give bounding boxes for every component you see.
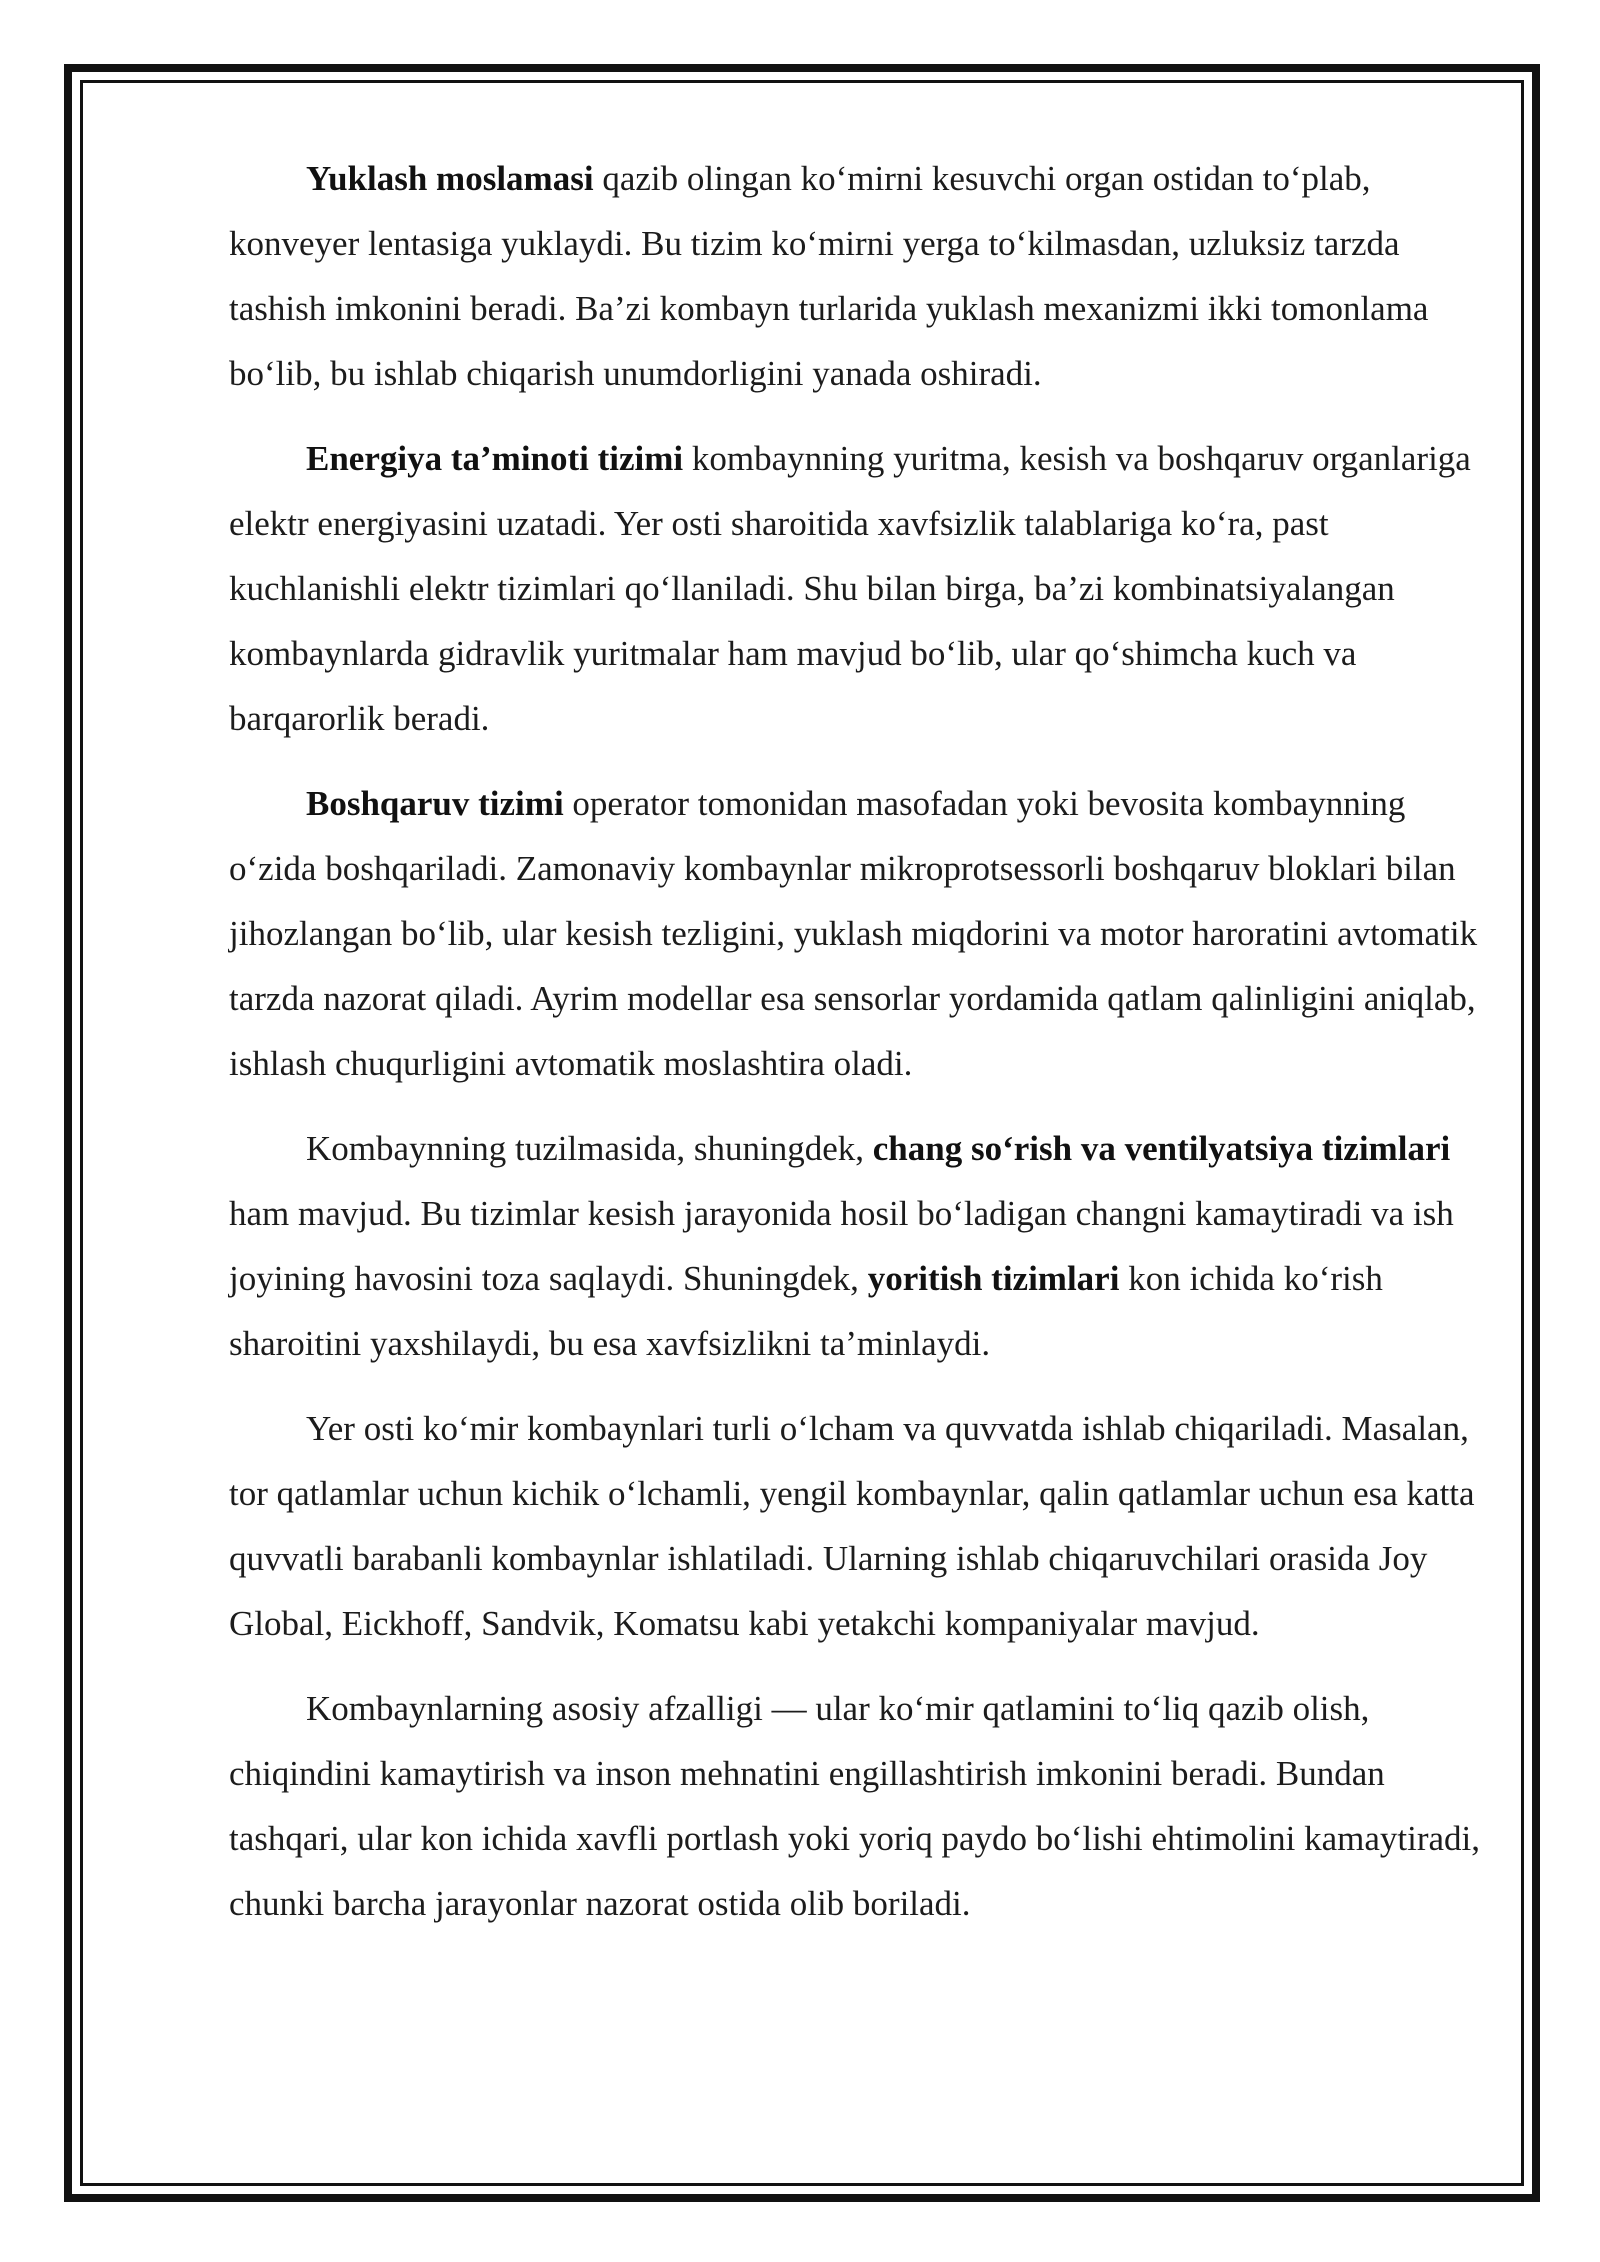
document-body <box>229 146 1481 1956</box>
paragraph-text: ham mavjud. Bu tizimlar kesish jarayonida hosil bo‘ladigan changni kamaytiradi va ish joyining havosini toza saqlaydi. Shuningdek, <box>229 1194 1454 1298</box>
paragraph-text: kon ichida ko‘rish sharoitini yaxshilaydi, bu esa xavfsizlikni ta’minlaydi. <box>229 1259 1383 1363</box>
term-power-supply: Energiya ta’minoti tizimi <box>306 439 684 478</box>
paragraph-advantages <box>229 1676 1481 1936</box>
paragraph-text: operator tomonidan masofadan yoki bevosita kombaynning o‘zida boshqariladi. Zamonaviy kombaynlar mikroprotsessorli boshqaruv bloklari bilan jihozlangan bo‘lib, ular kesish tezligini, yuklash miqdorini va motor haroratini avtomatik tarzda nazorat qiladi. Ayrim modellar esa sensorlar yordamida qatlam qalinligini aniqlab, ishlash chuqurligini avtomatik moslashtira oladi. <box>229 784 1478 1083</box>
term-loading-device: Yuklash moslamasi <box>306 159 594 198</box>
paragraph-dust-ventilation <box>229 1116 1481 1376</box>
paragraph-text: kombaynning yuritma, kesish va boshqaruv organlariga elektr energiyasini uzatadi. Yer osti sharoitida xavfsizlik talablariga ko‘ra, past kuchlanishli elektr tizimlari qo‘llaniladi. Shu bilan birga, ba’zi kombinatsiyalangan kombaynlarda gidravlik yuritmalar ham mavjud bo‘lib, ular qo‘shimcha kuch va barqarorlik beradi. <box>229 439 1471 738</box>
term-control-system: Boshqaruv tizimi <box>306 784 564 823</box>
paragraph-power-supply <box>229 426 1481 751</box>
paragraph-text: Yer osti ko‘mir kombaynlari turli o‘lcham va quvvatda ishlab chiqariladi. Masalan, tor qatlamlar uchun kichik o‘lchamli, yengil kombaynlar, qalin qatlamlar uchun esa katta quvvatli barabanli kombaynlar ishlatiladi. Ularning ishlab chiqaruvchilari orasida Joy Global, Eickhoff, Sandvik, Komatsu kabi yetakchi kompaniyalar mavjud. <box>229 1409 1475 1643</box>
paragraph-text: Kombaynlarning asosiy afzalligi — ular ko‘mir qatlamini to‘liq qazib olish, chiqindini kamaytirish va inson mehnatini engillashtirish imkonini beradi. Bundan tashqari, ular kon ichida xavfli portlash yoki yoriq paydo bo‘lishi ehtimolini kamaytiradi, chunki barcha jarayonlar nazorat ostida olib boriladi. <box>229 1689 1480 1923</box>
paragraph-sizes-manufacturers <box>229 1396 1481 1656</box>
term-dust-ventilation: chang so‘rish va ventilyatsiya tizimlari <box>872 1129 1451 1168</box>
paragraph-text: qazib olingan ko‘mirni kesuvchi organ ostidan to‘plab, konveyer lentasiga yuklaydi. Bu tizim ko‘mirni yerga to‘kilmasdan, uzluksiz tarzda tashish imkonini beradi. Ba’zi kombayn turlarida yuklash mexanizmi ikki tomonlama bo‘lib, bu ishlab chiqarish unumdorligini yanada oshiradi. <box>229 159 1429 393</box>
paragraph-control-system <box>229 771 1481 1096</box>
term-lighting: yoritish tizimlari <box>867 1259 1120 1298</box>
paragraph-loading-device <box>229 146 1481 406</box>
paragraph-text: Kombaynning tuzilmasida, shuningdek, <box>306 1129 873 1168</box>
